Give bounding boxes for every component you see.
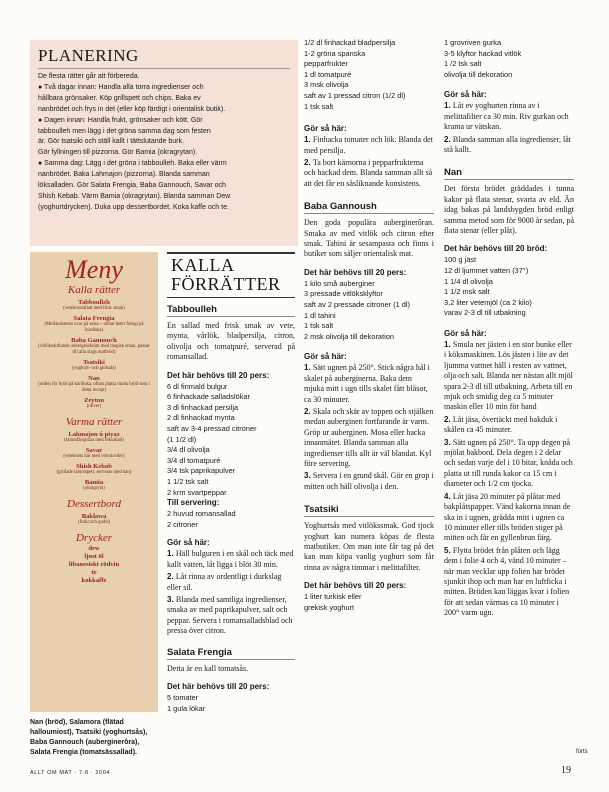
caption-line: Baba Gannouch (auberginerôra), [30,739,140,746]
menu-dessert-title: Dessertbord [67,498,121,510]
step-number: 1. [444,340,453,349]
menu-warm-item-name: Shish Kebab [76,463,112,470]
page-number: 19 [561,765,571,776]
recipe-step: 1. Smula ner jästen i en stor bunke eller i köksmaskinen. Lös jästen i lite av det ljumma vattnet häll i resten av vattnet, olja och salt. Blanda ner nästan allt mjöl spara 2-3 dl till utbakning. Arbeta till en mjuk och smidig deg ca 5 minuter maskin eller 10 min för hand [444,340,573,412]
recipe-step: 2. Skala och skär av toppen och stjälken medan auberginen fortfarande är varm. Gröp ur auberginen. Mosa eller hacka innanmätet. Blanda samman alla ingredienser tills allt är väl blandat. Kyl före servering. [304,407,434,469]
recipe-step: 2. Blanda samman alla ingredienser, låt stå kallt. [444,134,571,154]
ingredient: 100 g jäst [444,255,477,265]
caption-line: Nan (bröd), Salamora (flätad [30,719,124,726]
menu-cold-list [30,299,158,410]
ingredient: 1 1/2 msk salt [444,287,490,297]
tabboulleh-serving [167,509,295,530]
tabboulleh-steps [167,549,295,636]
caption-line: halloumiost), Tsatsiki (yoghurtsås), [30,729,148,736]
menu-warm-item-desc: (grillade lammspett, serveras med nan) [56,470,132,475]
recipe-step: 4. Låt jäsa 20 minuter på plåtar med bakplåtspapper. Vänd kakorna innan de ska in i ugnen, grädda mitt i ugnen ca 10 minuter eller tills bröden stiger på mitten och får en gyllenbrun färg. [444,491,571,543]
menu-drinks-list [30,545,158,584]
ingredient: 3/4 tsk paprikapulver [167,466,236,476]
menu-drink-item: kokkaffe [81,577,107,584]
tsatsiki-title: Tsatsiki [304,504,434,517]
planering-line: nanbrödet. Baka Lahmajon (pizzorna). Blanda samman [38,171,210,179]
tsatsiki-need-title: Det här behövs till 20 pers: [304,581,407,591]
ingredient: pepparfrukter [304,59,348,69]
step-number: 4. [444,491,453,501]
menu-warm-item-desc: (lammfärspizza med löksallad) [64,438,124,443]
ingredient: 6 finhackade salladslökar [167,392,250,402]
ingredient: grekisk yoghurt [304,602,355,612]
recipe-step: 1. Finhacka tomater och lök. Blanda det med persilja. [304,135,433,155]
step-number: 1. [304,135,313,145]
kalla-title-1: KALLA [171,255,235,275]
nan-title: Nan [444,167,574,180]
menu-cold-item-name: Tabboulleh [78,299,110,306]
ingredient: 3-5 klyftor hackad vitlök [444,48,522,58]
step-number: 1. [444,101,453,111]
menu-dessert-item-desc: (frukt och godis) [77,520,111,525]
step-number: 2. [444,414,453,424]
planering-line: är. Gör tsatsiki och ställ kallt i tättslutande burk. [38,138,184,146]
ingredient: 2 krm svartpeppar [167,487,227,497]
nan-ingredients [444,255,574,319]
tsatsiki-steps [444,101,574,155]
ingredient: 3 dl finhackad persilja [167,402,239,412]
ingredient: 12 dl ljummet vatten (37°) [444,266,529,276]
menu-cold-item-name: Salata Frengia [73,315,115,322]
ingredient: 2 dl finhackad mynta [167,413,235,423]
step-number: 2. [167,572,176,582]
recipe-step: 2. Ta bort kärnorna i pepparfrukterna och hackad dem. Blanda samman allt så att det får en såsliknande konsistens. [304,157,433,188]
menu-warm-item-name: Savar [85,447,103,454]
menu-warm-item-desc: (vetekross här med vermiceller) [63,454,125,459]
menu-warm-item-desc: (okragryta) [83,486,105,491]
menu-cold-item-name: Zeyton [84,397,104,404]
recipe-step: 2. Låt rinna av ordentligt i durkslag eller sil. [167,572,282,592]
ingredient: 1 gula lökar [167,703,206,713]
planering-line: Shish Kebab. Värm Bamia (okragrytan). Blanda samman Dew [38,192,231,200]
planering-line: tabboulleh men lägg i det gröna samma dag som festen [38,127,211,135]
menu-warm-list [30,431,158,492]
ingredient: 1 /2 tsk salt [444,59,482,69]
planering-line: ● Två dagar innan: Handla alla torra ingredienser och [38,83,204,91]
baba-steps [304,363,434,492]
caption-line: Salata Frengia (tomatsässallad). [30,749,137,756]
salata-title: Salata Frengia [167,647,295,660]
menu-warm-item-name: Lahmajon ú piyaz [68,431,120,438]
tsatsiki-ingredients [304,592,434,613]
planering-line: Gör fyllningen till pizzorna. Gör Bamia (okragrytan). [38,149,198,157]
planering-line: De flesta rätter går att förbereda. [38,73,140,80]
planering-text [38,72,294,214]
ingredient: 3 pressade vitlöksklyftor [304,289,383,299]
ingredient: 3/4 dl olivolja [167,445,210,455]
menu-drinks-title: Drycker [75,532,113,544]
ingredient: saft av 3-4 pressad citroner [167,424,257,433]
ingredient: saft av 1 pressad citron (1/2 dl) [304,90,406,100]
ingredient: 1 liter turkisk eller [304,592,362,602]
kalla-header [167,252,295,298]
recipe-step: 1. Häll bulguren i en skål och täck med kallt vatten, låt ligga i blöt 30 min. [167,549,294,569]
tsatsiki-how-title: Gör så här: [444,90,487,100]
column-2 [167,252,295,714]
menu-cold-item-desc: (orden för bröd på kurdiska, oftast platta runda bröd som i detta recept) [38,382,150,393]
tabboulleh-how-title: Gör så här: [167,538,210,548]
menu-drink-item: ljust öl [84,553,104,560]
step-number: 3. [444,437,453,447]
menu-cold-item-desc: (oliver) [86,404,102,409]
salata-need-title: Det här behövs till 20 pers: [167,682,270,691]
ingredient: 1 1/2 tsk salt [167,476,209,486]
column-3 [304,38,434,613]
menu-cold-item-name: Tsatsiki [83,359,105,366]
recipe-step: 1. Sätt ugnen på 250°. Stick några hål i skalet på auberginerna. Baka dem mjuka mitt i ugn tills skalet fått blåsor, ca 30 minuter. [304,363,430,404]
ingredient: 1 dl tomatpuré [304,69,352,79]
ingredient: varav 2-3 dl till utbakning [444,308,526,318]
menu-cold-item-desc: (Mellanösterns svar på salsa – tomat heter frengi på kurdiska) [44,322,144,333]
nan-intro: Det första brödet gräddades i tunna kakor på flata stenar, svarta av eld. Än idag bakas på landsbygden bröd enligt samma metod som för 9000 år sedan, på flata stenar (eller plåt). [444,184,574,236]
ingredient: 3 msk olivolja [304,80,349,90]
menu-cold-item-name: Nan [88,375,100,382]
ingredient: 1/2 dl finhackad bladpersilja [304,38,396,47]
planering-box [30,40,298,246]
kalla-title-2: FÖRRÄTTER [171,274,281,294]
tabboulleh-title: Tabboulleh [167,304,295,317]
step-number: 5. [444,545,453,555]
serving-item: 2 huvud romansallad [167,509,236,519]
menu-cold-item-desc: (vitlöksdoftande auberginekräm med magisk smak, passar till alla slags matbröd) [38,344,150,355]
salata-ingredients [167,693,295,714]
recipe-step: 2. Låt jäsa, övertäckt med bakduk i skålen ca 45 minuter. [444,414,558,435]
ingredient: (1 1/2 dl) [167,434,197,444]
ingredient: 1 dl tahini [304,310,336,320]
menu-cold-title: Kalla rätter [67,284,121,296]
menu-drink-item: te [91,569,97,576]
baba-intro: Den goda populära auberginerôran. Smaka av med vitlök och citron efter smak. Tahini är sesampasta och finns i butiker som säljer orientalisk mat. [304,218,434,259]
nan-steps [444,340,574,619]
planering-line: ● Samma dag: Lägg i det gröna i tabboulleh. Baka eller värm [38,160,227,168]
menu-warm-item-name: Bamia [84,479,104,486]
planering-title: PLANERING [38,46,139,65]
step-number: 3. [304,471,313,481]
ingredient: 1 kilo små auberginer [304,278,375,288]
recipe-step: 3. Sätt ugnen på 250°. Ta upp degen på mjölat bakbord. Dela degen i 2 delar och sedan varje del i 10 bitar, knåda och platta ut till runda kakor ca 15 cm i diameter och 1/2 cm tjocka. [444,437,573,489]
ingredient: 2 msk olivolja till dekoration [304,331,394,341]
nan-how-title: Gör så här: [444,329,487,338]
step-number: 2. [444,134,453,144]
ingredient: saft av 2 pressade citroner (1 dl) [304,300,410,309]
salata-intro: Detta är en kall tomatsås. [167,663,249,673]
menu-cold-item-name: Baba Gannouch [71,337,117,344]
ingredient: 3,2 liter vetemjöl (ca 2 kilo) [444,297,532,307]
recipe-step: 1. Låt ev yoghurten rinna av i melittafilter ca 30 min. Riv gurkan och krama ur vätskan. [444,101,569,132]
menu-dessert-item-name: Baklawa [81,513,107,520]
baba-need-title: Det här behövs till 20 pers: [304,267,407,277]
footer-magazine: ALLT OM MAT · 7-8 · 2004 [30,770,111,776]
planering-line: nanbrödet och frys in det (eller köp färdigt i orientalisk butik). [38,105,226,113]
step-number: 1. [304,363,313,373]
menu-title: Meny [65,255,123,284]
tabboulleh-intro: En sallad med frisk smak av vete, mynta, vårlök, bladpersilja, citron, olivolja och tomatpuré, serverad på romansallad. [167,321,295,362]
menu-warm-title: Varma rätter [65,416,123,428]
recipe-step: 3. Blanda med samtliga ingredienser, smaka av med paprikapulver, salt och peppar. Servera i romansalladsblad och pressa över citron. [167,594,293,636]
tsatsiki-intro: Yoghurtsås med vitlökssmak. God tjock yoghurt kan numera köpas de flesta matbutiker. Om man inte får tag på det kan man köpa vanlig yoghurt som får rinna av några timmar i melittafilter. [304,521,434,572]
planering-line: (yoghurtdrycken). Duka upp dessertbordet. Koka kaffe och te. [38,203,229,211]
serving-item: 2 citroner [167,519,198,529]
menu-dessert-list [30,513,158,526]
ingredient: 1 1/4 dl olivolja [444,276,493,286]
menu-cold-item-desc: (yoghurt- och gurksås) [72,366,116,371]
menu-box [30,252,158,712]
ingredient: 1 grovriven gurka [444,38,502,47]
baba-title: Baba Gannoush [304,201,434,214]
menu-drink-item: dew [88,545,100,552]
baba-ingredients [304,279,434,343]
menu-drink-item: libanesiskt rödvin [68,561,120,568]
tabboulleh-ingredients [167,382,295,499]
column-4 [444,38,574,621]
ingredient: 1 tsk salt [304,321,334,331]
salata-how-title: Gör så här: [304,124,347,134]
planering-rule [38,68,290,69]
step-number: 1. [167,549,176,559]
menu-cold-item-desc: (vetekrossallad med frisk smak) [63,306,125,311]
photo-caption [30,718,165,758]
step-number: 3. [167,594,176,604]
step-number: 2. [304,407,313,416]
planering-line: löksalladen. Gör Salata Frengia, Baba Gannouch, Savar och [38,182,226,190]
ingredient: 1 tsk salt [304,101,334,111]
tabboulleh-serving-title: Till servering: [167,498,220,508]
nan-need-title: Det här behövs till 20 bröd: [444,244,548,254]
tabboulleh-need-title: Det här behövs till 20 pers: [167,370,270,380]
ingredient: 1-2 gröna spanska [304,48,366,58]
ingredient: olivolja till dekoration [444,69,513,79]
tsatsiki-ingredients-cont [444,38,574,80]
ingredient: 3/4 dl tomatpuré [167,455,221,465]
forts-label: forts [576,749,588,755]
salata-steps [304,135,434,189]
baba-how-title: Gör så här: [304,352,347,362]
ingredient: 6 dl finmald bulgur [167,381,228,391]
salata-ingredients-cont [304,38,434,112]
recipe-step: 5. Flytta brödet från plåten och lägg dem i folie 4 och 4, vänd 10 minuter – när man vecklar upp folien har brödet sjunkit ihop och man har en luftficka i mitten. Bröden kan läggas kvar i folien för att sedan värmas ca 10 minuter i 200° varm ugn. [444,545,570,618]
step-number: 2. [304,157,313,167]
planering-line: ● Dagen innan: Handla frukt, grönsaker och kött. Gör [38,116,203,124]
planering-line: hållbara grönsaker. Köp grillspett och chips. Baka ev [38,94,201,102]
ingredient: 5 tomater [167,693,199,702]
recipe-step: 3. Servera i en grund skål. Gör en grop i mitten och häll olivolja i den. [304,471,434,491]
